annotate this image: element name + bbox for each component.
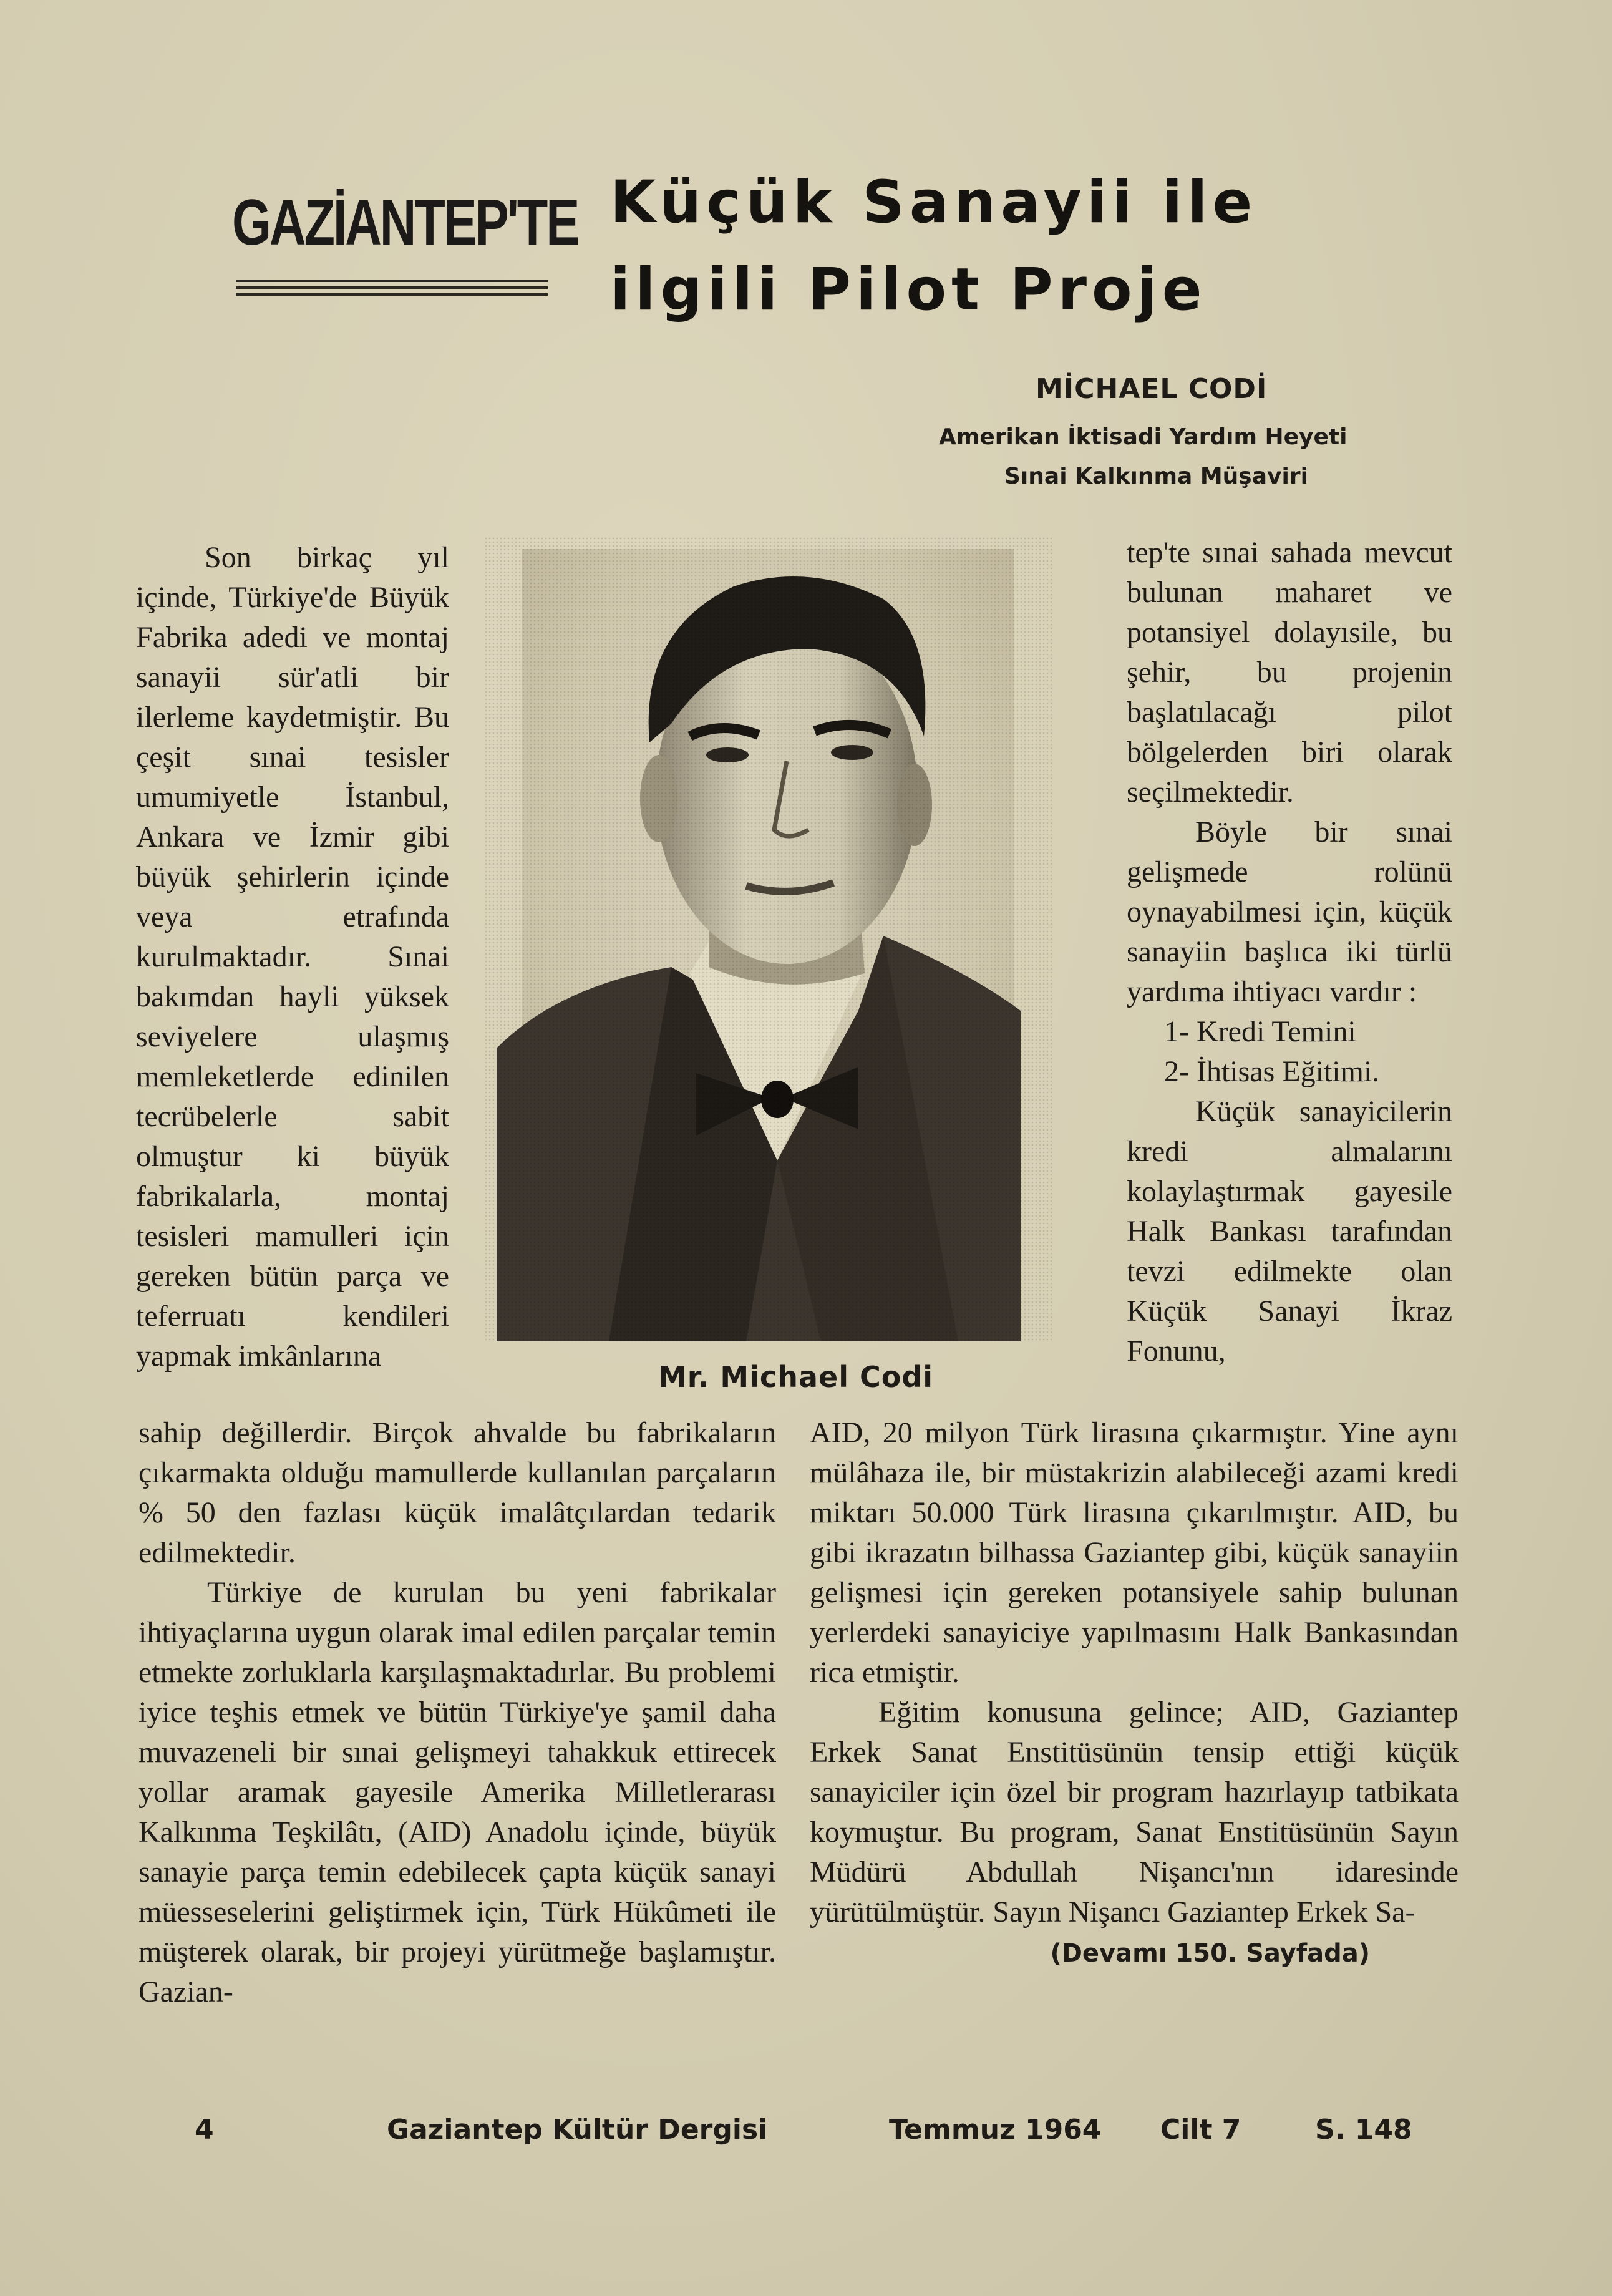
journal-name: Gaziantep Kültür Dergisi bbox=[387, 2114, 768, 2146]
right-column-top bbox=[1127, 533, 1452, 1371]
paragraph: Böyle bir sınai gelişmede rolünü oynayabilmesi için, küçük sanayiin başlıca iki türlü yardıma ihtiyacı vardır : bbox=[1127, 815, 1452, 1008]
left-column-bottom bbox=[138, 1413, 776, 2012]
left-column-top bbox=[136, 538, 449, 1376]
article-title-line-2: ilgili Pilot Proje bbox=[610, 256, 1207, 324]
list-item: 2- İhtisas Eğitimi. bbox=[1164, 1055, 1380, 1088]
author-affiliation-line-2: Sınai Kalkınma Müşaviri bbox=[1004, 464, 1308, 489]
paragraph: AID, 20 milyon Türk lirasına çıkarmıştır. Yine aynı mülâhaza ile, bir müstakrizin alabileceği azami kredi miktarı 50.000 Türk lirasına çıkarılmıştır. AID, bu gibi ikrazatın bilhassa Gaziantep gibi, küçük sanayiin gelişmesi için gereken potansiyele sahip bulunan yerlerdeki sanayiciye yapılmasını Halk Bankasından rica etmiştir. bbox=[810, 1416, 1459, 1689]
paragraph: tep'te sınai sahada mevcut bulunan maharet ve potansiyel dolayısile, bu şehir, bu projenin başlatılacağı pilot bölgelerden biri olarak seçilmektedir. bbox=[1127, 536, 1452, 809]
photo-caption: Mr. Michael Codi bbox=[658, 1360, 934, 1394]
author-portrait-photo bbox=[484, 537, 1052, 1341]
paragraph: Küçük sanayicilerin kredi almalarını kolaylaştırmak gayesile Halk Bankası tarafından tevzi edilmekte olan Küçük Sanayi İkraz Fonunu, bbox=[1127, 1095, 1452, 1368]
paragraph: Son birkaç yıl içinde, Türkiye'de Büyük Fabrika adedi ve montaj sanayii sür'atli bir ilerleme kaydetmiştir. Bu çeşit sınai tesisler umumiyetle İstanbul, Ankara ve İzmir gibi büyük şehirlerin içinde veya etrafında kurulmaktadır. Sınai bakımdan hayli yüksek seviyelere ulaşmış memleketlerde edinilen tecrübelerle sabit olmuştur ki büyük fabrikalarla, montaj tesisleri mamulleri için gereken bütün parça ve teferruatı kendileri yapmak imkânlarına bbox=[136, 541, 449, 1373]
kicker-underline bbox=[236, 280, 548, 300]
article-title-line-1: Küçük Sanayii ile bbox=[610, 168, 1258, 236]
issue-number: S. 148 bbox=[1315, 2114, 1412, 2146]
issue-date: Temmuz 1964 bbox=[889, 2114, 1102, 2146]
page-number: 4 bbox=[195, 2114, 214, 2146]
section-kicker: GAZİANTEP'TE bbox=[232, 187, 578, 259]
author-affiliation-line-1: Amerikan İktisadi Yardım Heyeti bbox=[939, 424, 1347, 450]
volume-number: Cilt 7 bbox=[1160, 2114, 1241, 2146]
paragraph: Eğitim konusuna gelince; AID, Gaziantep Erkek Sanat Enstitüsünün tensip ettiği küçük sanayiciler için özel bir program hazırlayıp tatbikata koymuştur. Bu program, Sanat Enstitüsünün Sayın Müdürü Abdullah Nişancı'nın idaresinde yürütülmüştür. Sayın Nişancı Gaziantep Erkek Sa- bbox=[810, 1696, 1459, 1929]
paragraph: sahip değillerdir. Birçok ahvalde bu fabrikaların çıkarmakta olduğu mamullerde kullanılan parçaların % 50 den fazlası küçük imalâtçılardan tedarik edilmektedir. bbox=[138, 1416, 776, 1569]
list-item: 1- Kredi Temini bbox=[1164, 1015, 1356, 1048]
author-name: MİCHAEL CODİ bbox=[1036, 373, 1268, 405]
paragraph: Türkiye de kurulan bu yeni fabrikalar ihtiyaçlarına uygun olarak imal edilen parçalar temin etmekte zorluklarla karşılaşmaktadırlar. Bu problemi iyice teşhis etmek ve bütün Türkiye'ye şamil daha muvazeneli bir sınai gelişmeyi tahakkuk ettirecek yollar aramak gayesile Amerika Milletlerarası Kalkınma Teşkilâtı, (AID) Anadolu içinde, büyük sanayie parça temin edebilecek çapta küçük sanayi müesseselerini geliştirmek için, Türk Hükûmeti ile müşterek olarak, bir projeyi yürütmeğe başlamıştır. Gazian- bbox=[138, 1576, 776, 2008]
right-column-bottom bbox=[810, 1413, 1459, 1973]
continued-note: (Devamı 150. Sayfada) bbox=[1050, 1939, 1370, 1968]
